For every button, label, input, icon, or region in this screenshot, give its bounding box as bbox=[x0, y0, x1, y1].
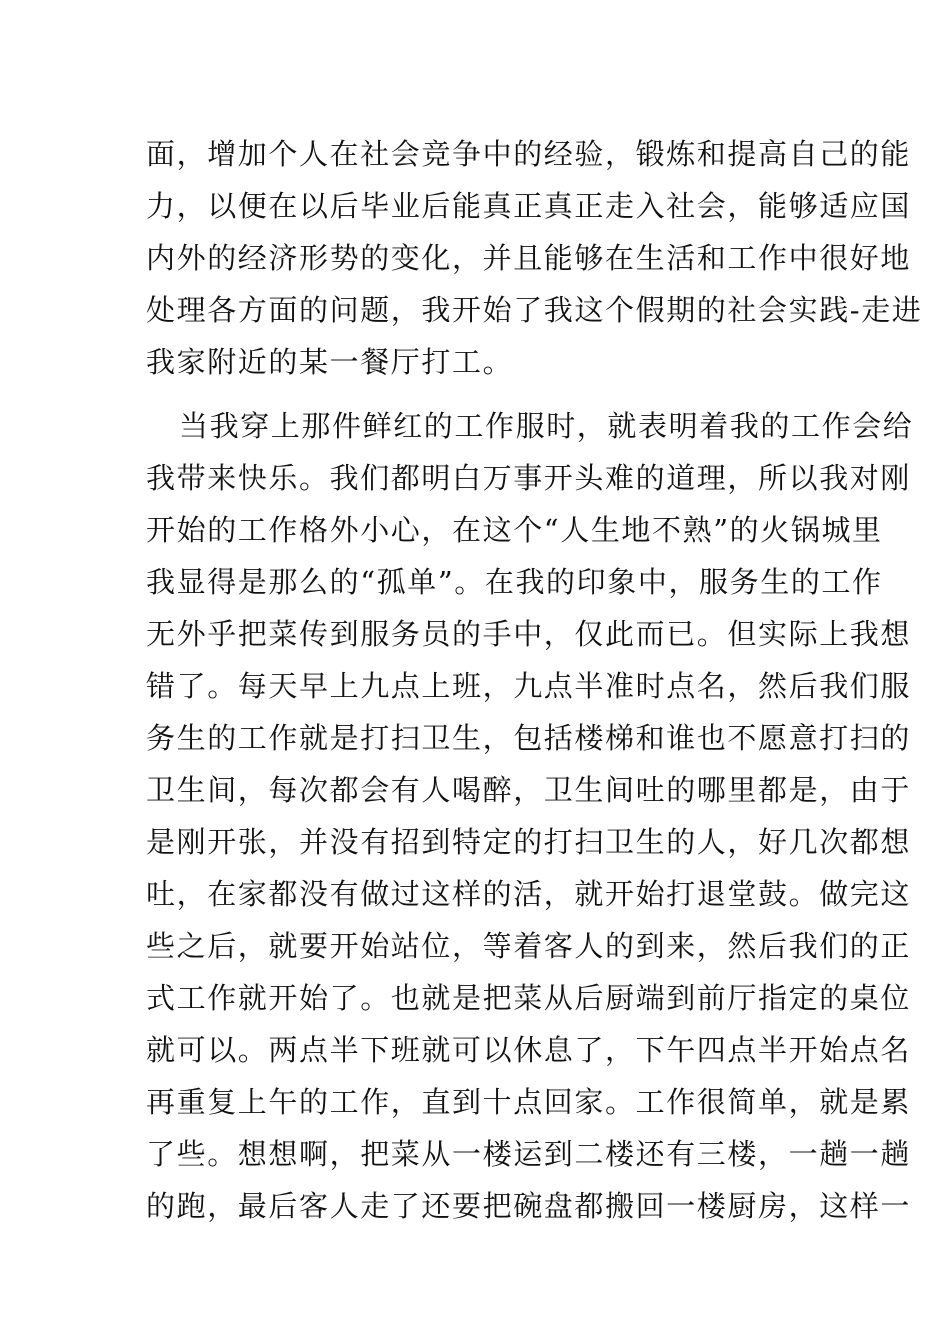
text-line: 内外的经济形势的变化，并且能够在生活和工作中很好地 bbox=[146, 241, 912, 275]
text-line: 的跑，最后客人走了还要把碗盘都搬回一楼厨房，这样一 bbox=[146, 1189, 912, 1223]
text-line-indented: 当我穿上那件鲜红的工作服时，就表明着我的工作会给 bbox=[179, 409, 914, 443]
text-line: 些之后，就要开始站位，等着客人的到来，然后我们的正 bbox=[146, 929, 912, 963]
text-line: 我带来快乐。我们都明白万事开头难的道理，所以我对刚 bbox=[146, 461, 912, 495]
text-line: 吐，在家都没有做过这样的活，就开始打退堂鼓。做完这 bbox=[146, 877, 912, 911]
text-line: 面，增加个人在社会竞争中的经验，锻炼和提高自己的能 bbox=[146, 137, 912, 171]
paragraph-continuation bbox=[146, 128, 923, 388]
text-line: 无外乎把菜传到服务员的手中，仅此而已。但实际上我想 bbox=[146, 617, 912, 651]
paragraph-restaurant-work bbox=[146, 400, 914, 1232]
text-line: 务生的工作就是打扫卫生，包括楼梯和谁也不愿意打扫的 bbox=[146, 721, 912, 755]
text-line: 了些。想想啊，把菜从一楼运到二楼还有三楼，一趟一趟 bbox=[146, 1137, 912, 1171]
text-line: 式工作就开始了。也就是把菜从后厨端到前厅指定的桌位 bbox=[146, 981, 912, 1015]
text-line: 错了。每天早上九点上班，九点半准时点名，然后我们服 bbox=[146, 669, 912, 703]
text-line: 开始的工作格外小心，在这个“人生地不熟”的火锅城里 bbox=[146, 513, 883, 547]
text-line: 再重复上午的工作，直到十点回家。工作很简单，就是累 bbox=[146, 1085, 912, 1119]
text-line: 是刚开张，并没有招到特定的打扫卫生的人，好几次都想 bbox=[146, 825, 912, 859]
text-line: 就可以。两点半下班就可以休息了，下午四点半开始点名 bbox=[146, 1033, 912, 1067]
text-line: 力，以便在以后毕业后能真正真正走入社会，能够适应国 bbox=[146, 189, 912, 223]
text-line: 处理各方面的问题，我开始了我这个假期的社会实践-走进 bbox=[146, 293, 923, 327]
text-line: 卫生间，每次都会有人喝醉，卫生间吐的哪里都是，由于 bbox=[146, 773, 912, 807]
text-line: 我显得是那么的“孤单”。在我的印象中，服务生的工作 bbox=[146, 565, 883, 599]
text-line: 我家附近的某一餐厅打工。 bbox=[146, 345, 514, 379]
